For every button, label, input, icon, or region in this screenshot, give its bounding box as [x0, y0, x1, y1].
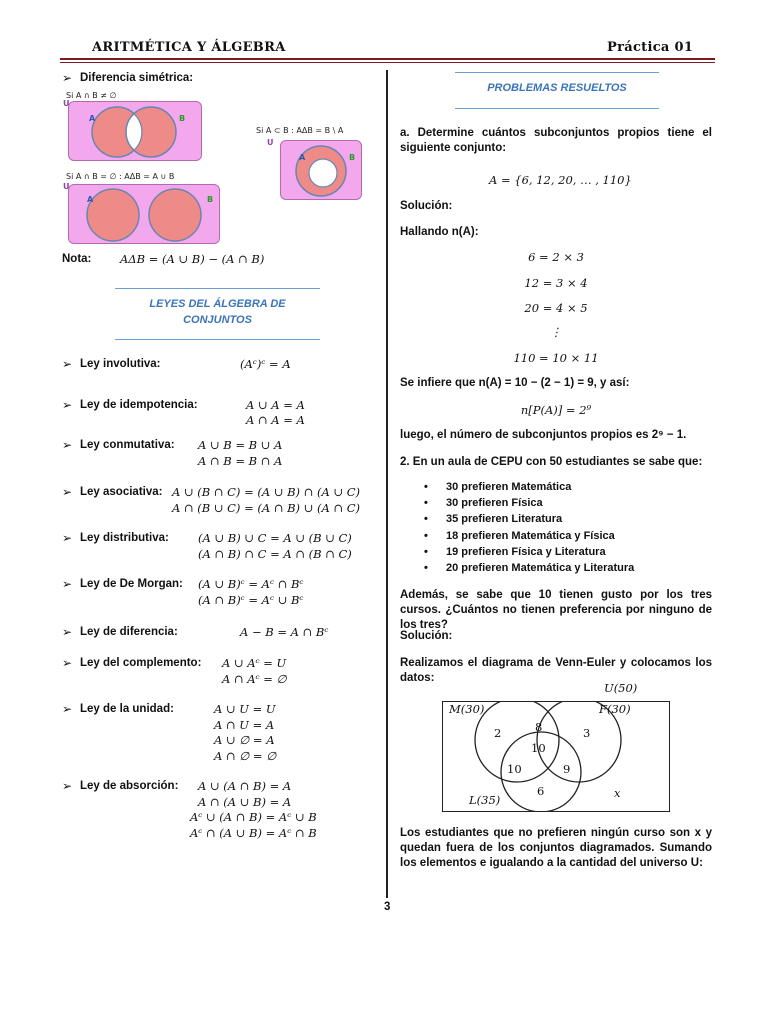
list-item: • 18 prefieren Matemática y Física — [424, 530, 634, 546]
page-number: 3 — [384, 901, 391, 913]
arrow-bullet-icon: ➢ — [62, 779, 73, 793]
venn-a-label: A — [89, 114, 96, 123]
venn-u-label: U — [267, 138, 274, 147]
laws-title — [115, 296, 320, 328]
law-formula: A ∩ B = B ∩ A — [198, 454, 283, 468]
final-text: Los estudiantes que no prefieren ningún curso son x y quedan fuera de los conjuntos diagramados. Sumando los elementos e igualando a la cantidad del universo U: — [400, 827, 712, 869]
law-distributiva: Ley distributiva: — [80, 532, 169, 544]
header-title: ARITMÉTICA Y ÁLGEBRA — [92, 40, 286, 55]
solution2-label: Solución: — [400, 630, 453, 642]
equation: 12 = 3 × 4 — [524, 276, 588, 290]
arrow-bullet-icon: ➢ — [62, 577, 73, 591]
law-formula: A ∩ (B ∪ C) = (A ∩ B) ∪ (A ∩ C) — [172, 501, 361, 515]
region-f-l: 9 — [563, 762, 571, 776]
outside-x-label: x — [614, 786, 621, 800]
law-formula: A ∩ U = A — [214, 718, 275, 732]
laws-title-rule-top — [115, 288, 320, 289]
laws-title-line1: LEYES DEL ÁLGEBRA DE — [149, 298, 286, 310]
arrow-bullet-icon: ➢ — [62, 438, 73, 452]
nota-label: Nota: — [62, 253, 92, 265]
region-only-l: 6 — [537, 784, 545, 798]
arrow-bullet-icon: ➢ — [62, 656, 73, 670]
law-formula: A ∩ A = A — [246, 413, 305, 427]
law-formula: Aᶜ ∩ (A ∪ B) = Aᶜ ∩ B — [190, 826, 317, 840]
nota-formula: AΔB = (A ∪ B) − (A ∩ B) — [120, 252, 265, 266]
law-formula: (A ∪ B) ∪ C = A ∪ (B ∪ C) — [198, 531, 352, 545]
set-m-label: M(30) — [449, 702, 485, 716]
list-item: • 30 prefieren Matemática — [424, 481, 634, 497]
solution1-label: Solución: — [400, 200, 453, 212]
problems-title: PROBLEMAS RESUELTOS — [487, 82, 627, 94]
venn-case3 — [63, 182, 220, 244]
law-absorcion: Ley de absorción: — [80, 780, 179, 792]
hallando-label: Hallando n(A): — [400, 226, 479, 238]
header-rule-thin — [60, 62, 715, 63]
arrow-bullet-icon: ➢ — [62, 357, 73, 371]
arrow-bullet-icon: ➢ — [62, 71, 73, 85]
equation: 6 = 2 × 3 — [528, 250, 584, 264]
case3-label: Si A ∩ B = ∅ : AΔB = A ∪ B — [66, 172, 175, 181]
list-item: • 19 prefieren Física y Literatura — [424, 546, 634, 562]
venn-euler-diagram — [442, 701, 670, 812]
law-formula: A ∩ (A ∪ B) = A — [198, 795, 292, 809]
law-formula: A ∩ ∅ = ∅ — [214, 749, 277, 763]
region-only-m: 2 — [494, 726, 502, 740]
region-m-f: 8 — [535, 720, 543, 734]
law-formula: (A ∪ B)ᶜ = Aᶜ ∩ Bᶜ — [198, 577, 304, 591]
header-rule — [60, 58, 715, 60]
case2-label: Si A ⊂ B : AΔB = B \ A — [256, 126, 344, 135]
law-formula: (A ∩ B)ᶜ = Aᶜ ∪ Bᶜ — [198, 593, 304, 607]
luego-text: luego, el número de subconjuntos propios es 2⁹ − 1. — [400, 429, 687, 441]
infer-text: Se infiere que n(A) = 10 − (2 − 1) = 9, y así: — [400, 377, 630, 389]
law-formula: A ∪ B = B ∪ A — [198, 438, 283, 452]
diff-title: Diferencia simétrica: — [80, 72, 194, 84]
universe-label: U(50) — [604, 681, 638, 695]
law-de-morgan: Ley de De Morgan: — [80, 578, 183, 590]
venn-b-label: B — [349, 153, 356, 162]
venn-b-label: B — [207, 195, 214, 204]
law-formula: A ∪ A = A — [246, 398, 305, 412]
law-involutiva: Ley involutiva: — [80, 358, 161, 370]
region-m-l: 10 — [507, 762, 522, 776]
laws-title-line2: CONJUNTOS — [183, 314, 252, 326]
realizamos-text: Realizamos el diagrama de Venn-Euler y colocamos los datos: — [400, 657, 712, 684]
problem1-set: A = {6, 12, 20, … , 110} — [489, 173, 632, 187]
equation: 110 = 10 × 11 — [513, 351, 599, 365]
venn-case2 — [267, 138, 362, 200]
arrow-bullet-icon: ➢ — [62, 625, 73, 639]
region-m-f-l: 10 — [531, 741, 546, 755]
law-asociativa: Ley asociativa: — [80, 486, 163, 498]
law-formula: A ∩ Aᶜ = ∅ — [222, 672, 287, 686]
case1-label: Si A ∩ B ≠ ∅ — [66, 91, 117, 100]
venn-u-label: U — [63, 182, 70, 191]
set-f-label: F(30) — [599, 702, 631, 716]
region-only-f: 3 — [583, 726, 591, 740]
venn-a-label: A — [87, 195, 94, 204]
laws-title-rule-bottom — [115, 339, 320, 340]
law-formula: A ∪ U = U — [214, 702, 276, 716]
law-diferencia: Ley de diferencia: — [80, 626, 178, 638]
arrow-bullet-icon: ➢ — [62, 485, 73, 499]
law-formula: Aᶜ ∪ (A ∩ B) = Aᶜ ∪ B — [190, 810, 317, 824]
equation-ellipsis: ⋮ — [550, 325, 562, 339]
law-formula: A ∪ ∅ = A — [214, 733, 275, 747]
arrow-bullet-icon: ➢ — [62, 702, 73, 716]
law-idempotencia: Ley de idempotencia: — [80, 399, 198, 411]
list-item: • 30 prefieren Física — [424, 497, 634, 513]
problems-title-rule-top — [455, 72, 659, 73]
law-formula: (Aᶜ)ᶜ = A — [240, 357, 291, 371]
column-divider — [386, 70, 388, 898]
law-formula: A ∪ Aᶜ = U — [222, 656, 287, 670]
law-unidad: Ley de la unidad: — [80, 703, 174, 715]
venn-u-label: U — [63, 99, 70, 108]
problems-title-rule-bottom — [455, 108, 659, 109]
law-conmutativa: Ley conmutativa: — [80, 439, 175, 451]
list-item: • 35 prefieren Literatura — [424, 513, 634, 529]
header-practice: Práctica 01 — [607, 40, 694, 55]
preference-list — [424, 481, 634, 578]
venn-a-label: A — [299, 153, 306, 162]
law-formula: A − B = A ∩ Bᶜ — [240, 625, 329, 639]
power-set-formula: n[P(A)] = 2⁹ — [520, 403, 592, 417]
law-formula: A ∪ (B ∩ C) = (A ∪ B) ∩ (A ∪ C) — [172, 485, 361, 499]
equation: 20 = 4 × 5 — [524, 301, 588, 315]
law-complemento: Ley del complemento: — [80, 657, 202, 669]
arrow-bullet-icon: ➢ — [62, 531, 73, 545]
law-formula: A ∪ (A ∩ B) = A — [198, 779, 292, 793]
ademas-text: Además, se sabe que 10 tienen gusto por los tres cursos. ¿Cuántos no tienen preferencia por ninguno de los tres? — [400, 589, 712, 631]
set-l-label: L(35) — [469, 793, 501, 807]
venn-case1 — [63, 99, 202, 161]
venn-b-label: B — [179, 114, 186, 123]
list-item: • 20 prefieren Matemática y Literatura — [424, 562, 634, 578]
law-formula: (A ∩ B) ∩ C = A ∩ (B ∩ C) — [198, 547, 352, 561]
arrow-bullet-icon: ➢ — [62, 398, 73, 412]
problem2-text: 2. En un aula de CEPU con 50 estudiantes se sabe que: — [400, 456, 703, 468]
problem1-text: a. Determine cuántos subconjuntos propios tiene el siguiente conjunto: — [400, 127, 712, 154]
